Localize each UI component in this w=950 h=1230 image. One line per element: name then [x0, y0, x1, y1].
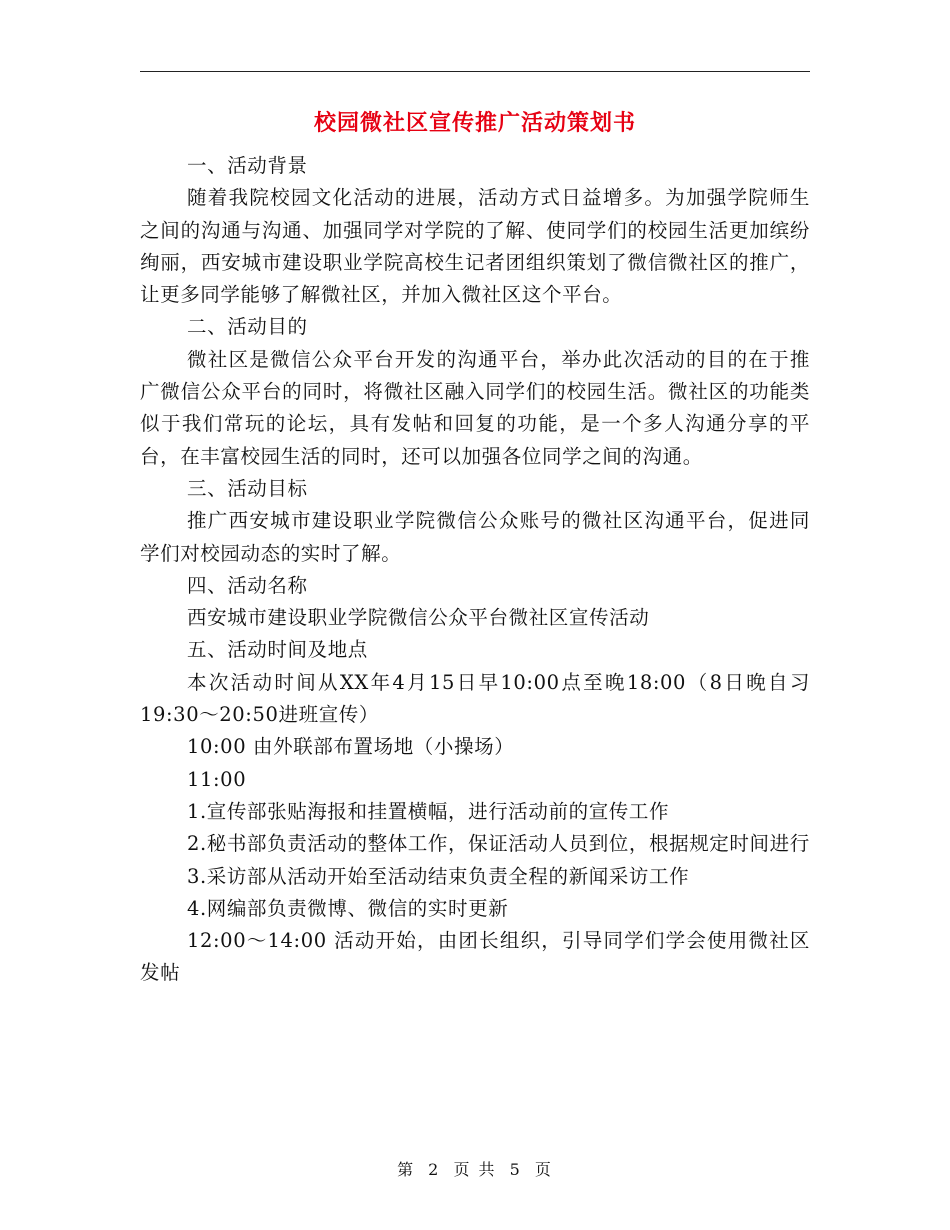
- section-heading-background: 一、活动背景: [187, 154, 308, 177]
- paragraph-purpose: 微社区是微信公众平台开发的沟通平台，举办此次活动的目的在于推广微信公众平台的同时，将微社区融入同学们的校园生活。微社区的功能类似于我们常玩的论坛，具有发帖和回复的功能，是一个多人沟通分享的平台，在丰富校园生活的同时，还可以加强各位同学之间的沟通。: [140, 347, 810, 468]
- document-title: 校园微社区宣传推广活动策划书: [313, 111, 636, 136]
- footer-mid: 页 共: [453, 1160, 497, 1179]
- section-heading-goal: 三、活动目标: [187, 476, 308, 500]
- total-pages-number: 5: [509, 1160, 522, 1179]
- paragraph-time: 本次活动时间从XX年4月15日早10:00点至晚18:00（8日晚自习19:30～20:50进班宣传）: [140, 670, 810, 727]
- paragraph-name: 西安城市建设职业学院微信公众平台微社区宣传活动: [187, 606, 650, 630]
- section-heading-name: 四、活动名称: [187, 573, 308, 597]
- list-item: 1.宣传部张贴海报和挂置横幅，进行活动前的宣传工作: [187, 799, 670, 823]
- header-rule: [140, 71, 810, 72]
- page-footer: [0, 1157, 950, 1180]
- schedule-item: 12:00～14:00 活动开始，由团长组织，引导同学们学会使用微社区发帖: [140, 929, 810, 985]
- list-item: 4.网编部负责微博、微信的实时更新: [187, 896, 509, 920]
- list-item: 3.采访部从活动开始至活动结束负责全程的新闻采访工作: [187, 864, 690, 888]
- section-heading-time-place: 五、活动时间及地点: [187, 638, 368, 662]
- footer-suffix: 页: [534, 1160, 553, 1179]
- current-page-number: 2: [428, 1160, 441, 1179]
- paragraph-background: 随着我院校园文化活动的进展，活动方式日益增多。为加强学院师生之间的沟通与沟通、加强同学对学院的了解、使同学们的校园生活更加缤纷绚丽，西安城市建设职业学院高校生记者团组织策划了微信微社区的推广，让更多同学能够了解微社区，并加入微社区这个平台。: [140, 186, 810, 307]
- section-heading-purpose: 二、活动目的: [187, 315, 308, 339]
- schedule-item: 11:00: [187, 767, 247, 791]
- footer-prefix: 第: [397, 1160, 416, 1179]
- schedule-item: 10:00 由外联部布置场地（小操场）: [187, 735, 515, 759]
- document-body: [140, 150, 810, 990]
- paragraph-goal: 推广西安城市建设职业学院微信公众账号的微社区沟通平台，促进同学们对校园动态的实时了解。: [140, 509, 810, 565]
- list-item: 2.秘书部负责活动的整体工作，保证活动人员到位，根据规定时间进行: [187, 832, 810, 856]
